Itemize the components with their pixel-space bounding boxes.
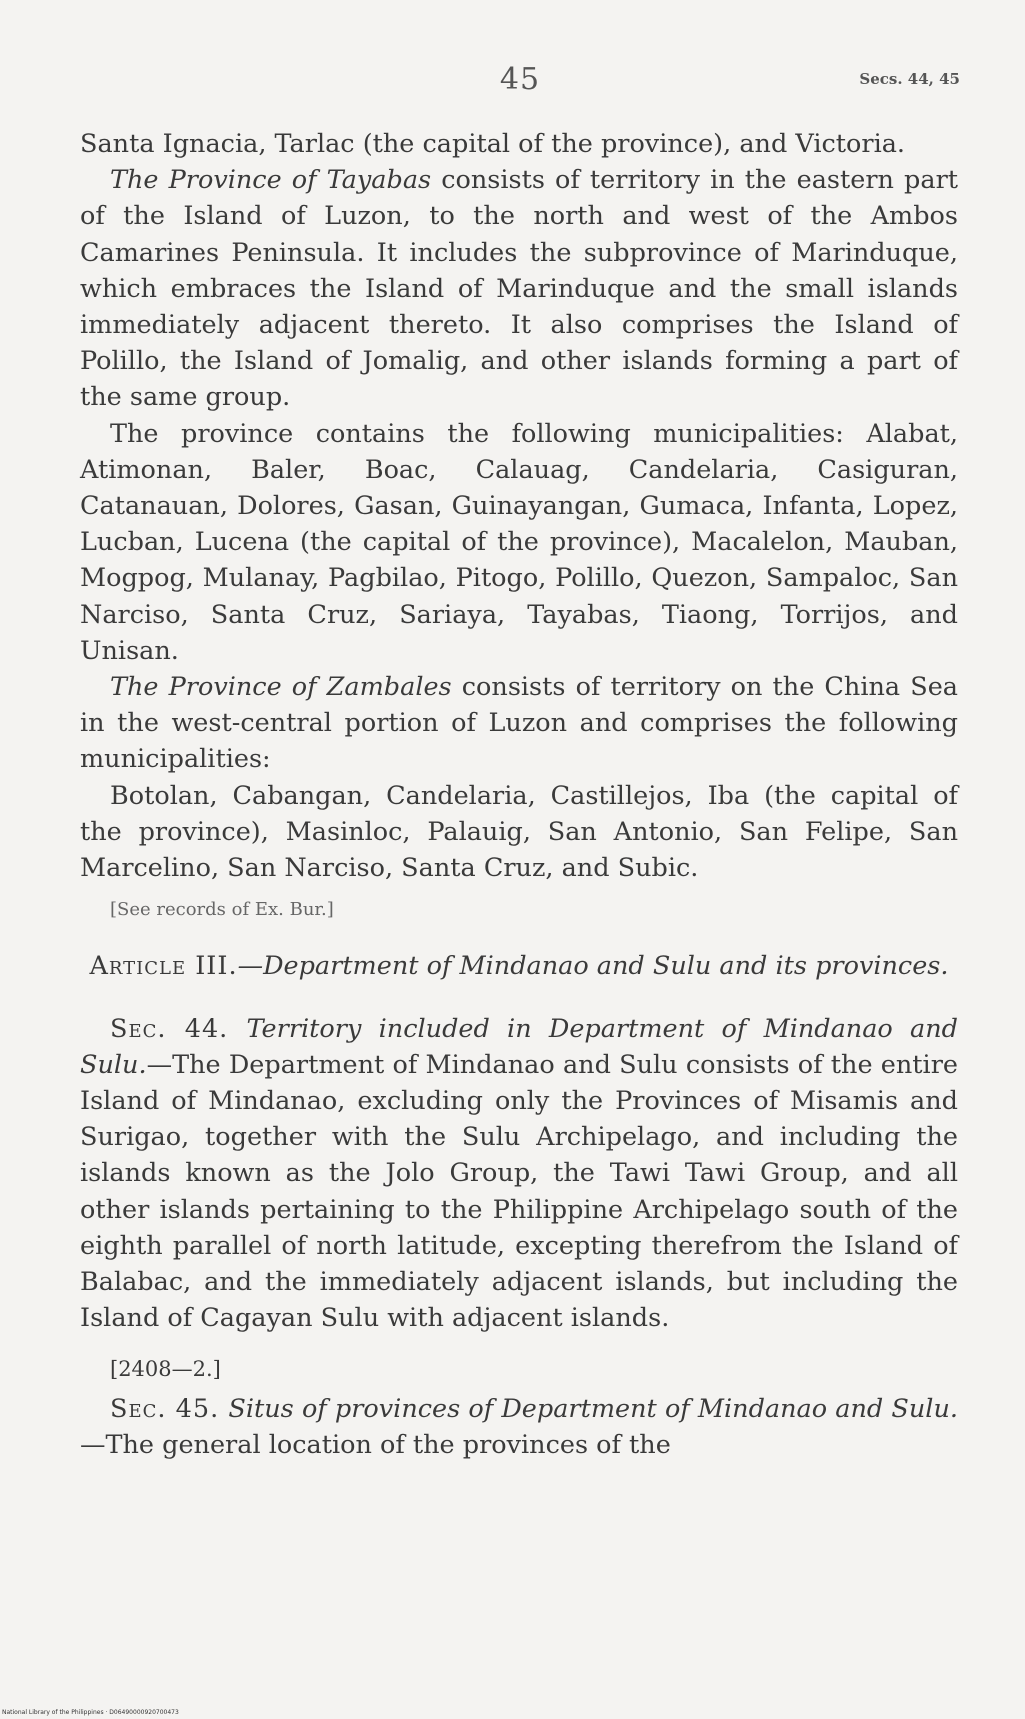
tayabas-heading: The Province of Tayabas [110,165,432,196]
paragraph-tayabas-municipalities: The province contains the following municipalities: Alabat, Atimonan, Baler, Boac, Calauag, Candelaria, Casiguran, Catanauan, Dolores, Gasan, Guinayangan, Gumaca, Infanta, Lopez, Lucban, Lucena (the capital of the province), Macalelon, Mauban, Mogpog, Mulanay, Pagbilao, Pitogo, Polillo, Quezon, Sampaloc, San Narciso, Santa Cruz, Sariaya, Tayabas, Tiaong, Torrijos, and Unisan. [80,418,958,666]
paragraph-zambales [80,669,958,778]
section-45 [80,1391,958,1463]
article-label: Article III. [89,951,238,982]
section-44-text: —The Department of Mindanao and Sulu consists of the entire Island of Mindanao, excluding only the Provinces of Misamis and Surigao, together with the Sulu Archipelago, and including the islands known as the Jolo Group, the Tawi Tawi Group, and all other islands pertaining to the Philippine Archipelago south of the eighth parallel of north latitude, excepting therefrom the Island of Balabac, and the immediately adjacent islands, but including the Island of Cagayan Sulu with adjacent islands. [80,1049,958,1334]
page-number: 45 [499,62,541,97]
tayabas-text: consists of territory in the eastern part of the Island of Luzon, to the north and west of the Ambos Camarines Peninsula. It includes the subprovince of Marinduque, which embraces the Island of Marinduque and the small islands immediately adjacent thereto. It also comprises the Island of Polillo, the Island of Jomalig, and other islands forming a part of the same group. [80,165,959,413]
paragraph-zambales-municipalities: Botolan, Cabangan, Candelaria, Castillejos, Iba (the capital of the province), Masinloc, Palauig, San Antonio, San Felipe, San Marcelino, San Narciso, Santa Cruz, and Subic. [80,780,958,884]
section-45-label: Sec. 45. [110,1393,229,1424]
scan-footer: National Library of the Philippines · D06490000920700473 [2,1709,179,1716]
zambales-heading: The Province of Zambales [110,672,452,703]
section-range: Secs. 44, 45 [859,70,960,88]
section-44-title: Territory included in Department of Mindanao and Sulu. [80,1013,958,1080]
reference-2408: [2408—2.] [110,1356,221,1381]
page-header [80,62,960,102]
zambales-text: consists of territory on the China Sea in the west-central portion of Luzon and comprises the following municipalities: [80,672,958,775]
paragraph-tarlac-end: Santa Ignacia, Tarlac (the capital of the province), and Victoria. [80,129,906,159]
body-text [80,126,958,1463]
section-45-title: Situs of provinces of Department of Mindanao and Sulu. [228,1393,958,1424]
article-title: —Department of Mindanao and Sulu and its provinces. [237,951,949,982]
paragraph-tayabas [80,162,958,415]
reference-ex-bur: [See records of Ex. Bur.] [110,899,334,921]
section-44 [80,1011,958,1337]
section-44-label: Sec. 44. [110,1013,247,1044]
section-45-text: —The general location of the provinces of the [80,1429,671,1460]
article-heading [80,948,958,984]
